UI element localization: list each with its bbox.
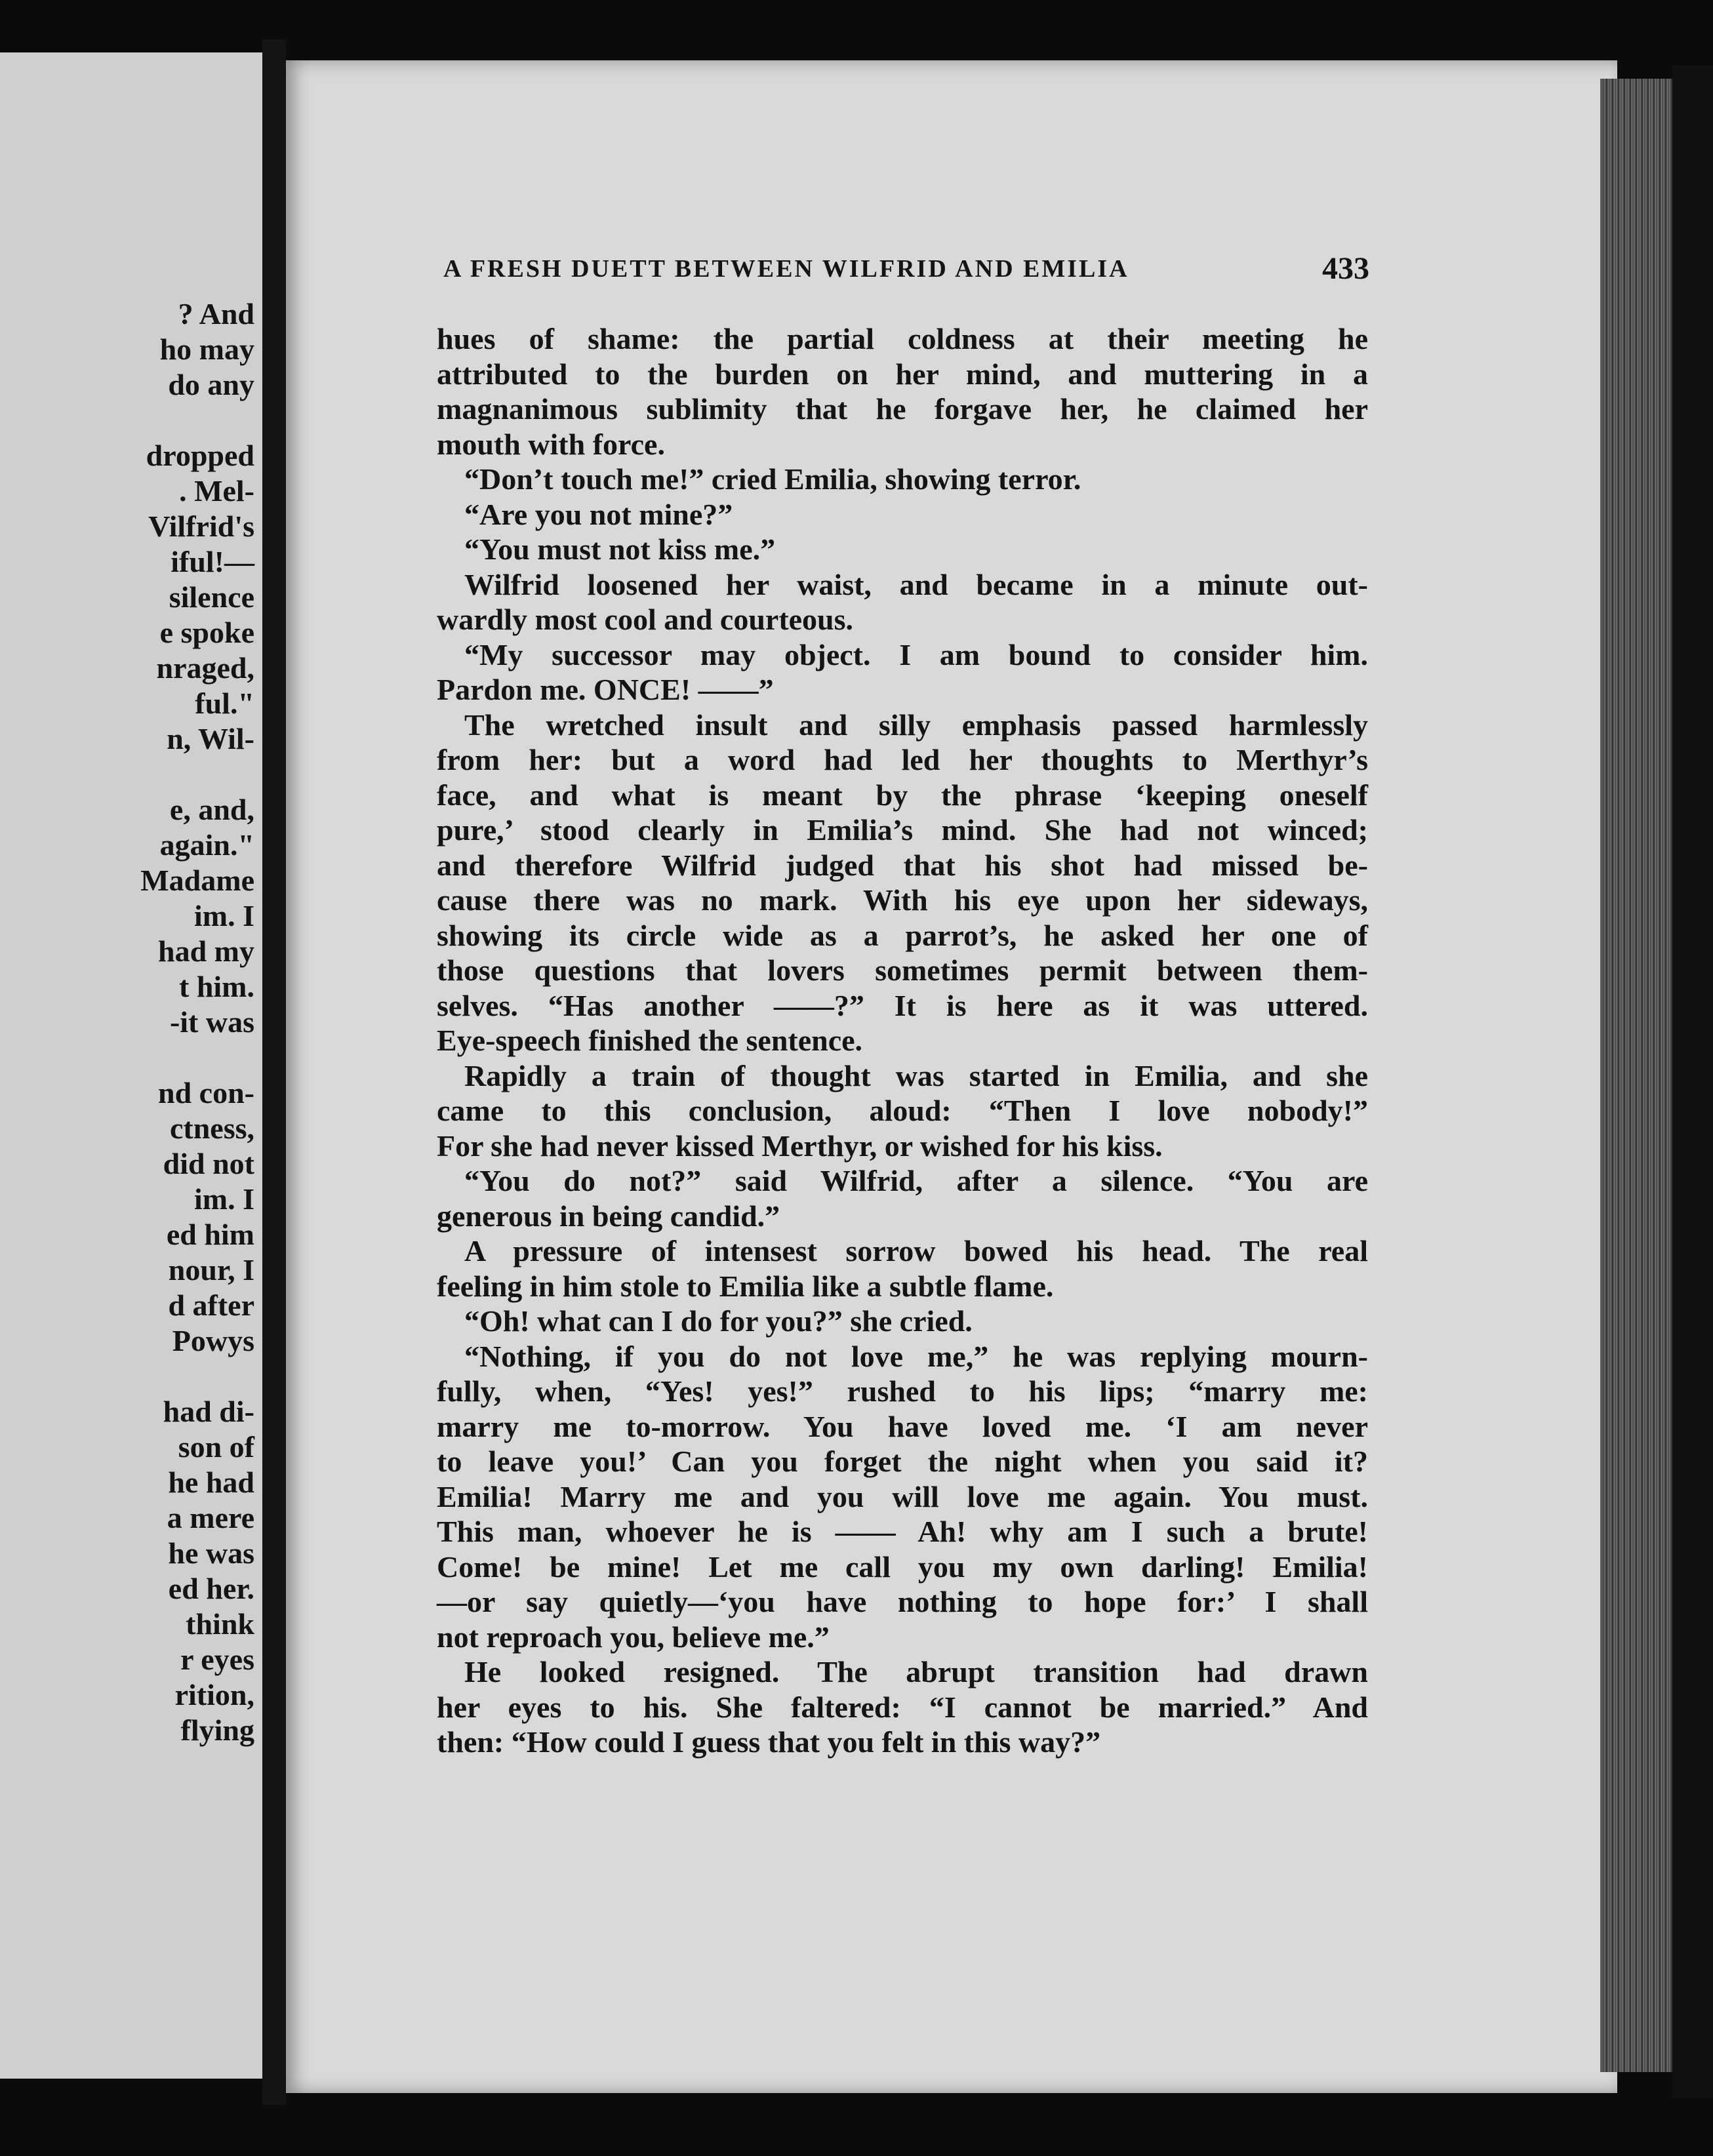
running-head (443, 251, 1369, 294)
left-page-line: d after (168, 1288, 254, 1322)
text-line: cause there was no mark. With his eye upon her sideways, (437, 883, 1368, 917)
page-edges (1600, 79, 1675, 2072)
text-line: He looked resigned. The abrupt transition had drawn (464, 1655, 1368, 1688)
left-page-line: he had (168, 1466, 254, 1499)
left-page-line: he was (168, 1536, 254, 1570)
text-line: feeling in him stole to Emilia like a subtle flame. (437, 1269, 1054, 1303)
text-line: pure,’ stood clearly in Emilia’s mind. She had not winced; (437, 813, 1368, 847)
left-page-line: flying (180, 1713, 254, 1747)
text-line: A pressure of intensest sorrow bowed his head. The real (464, 1234, 1368, 1268)
left-page-line: did not (163, 1147, 254, 1180)
text-line: Eye-speech finished the sentence. (437, 1024, 863, 1057)
text-line: hues of shame: the partial coldness at their meeting he (437, 322, 1368, 355)
text-line: Wilfrid loosened her waist, and became in a minute out- (464, 567, 1368, 601)
left-page-line: t him. (179, 970, 254, 1003)
left-page-line: r eyes (180, 1643, 254, 1676)
text-line: wardly most cool and courteous. (437, 603, 854, 636)
left-page-line: nour, I (168, 1253, 254, 1287)
left-page-line: do any (168, 368, 254, 401)
text-line: For she had never kissed Merthyr, or wished for his kiss. (437, 1128, 1163, 1163)
left-page-line: iful!— (171, 545, 254, 578)
text-line: “Don’t touch me!” cried Emilia, showing terror. (464, 462, 1081, 496)
left-page-line: n, Wil- (167, 722, 254, 755)
text-line: fully, when, “Yes! yes!” rushed to his lips; “marry me: (437, 1374, 1368, 1408)
page-number: 433 (1322, 251, 1369, 286)
left-page-line: son of (178, 1430, 254, 1464)
left-page-line: e, and, (169, 793, 254, 826)
text-line: marry me to-morrow. You have loved me. ‘I am never (437, 1409, 1368, 1443)
left-page-line: ho may (159, 332, 254, 366)
text-line: “Are you not mine?” (464, 497, 733, 531)
book-gutter (262, 39, 286, 2105)
left-page-line: Powys (172, 1324, 254, 1357)
text-line: Emilia! Marry me and you will love me again. You must. (437, 1479, 1368, 1513)
left-page-line: again." (159, 828, 254, 862)
text-line: The wretched insult and silly emphasis passed harmlessly (464, 708, 1368, 742)
left-page-line: im. I (194, 899, 254, 932)
text-line: This man, whoever he is —— Ah! why am I such a brute! (437, 1515, 1368, 1548)
text-line: not reproach you, believe me.” (437, 1620, 830, 1654)
text-line: generous in being candid.” (437, 1199, 780, 1233)
left-page-line: had my (158, 934, 254, 968)
text-line: face, and what is meant by the phrase ‘keeping oneself (437, 778, 1368, 812)
left-page-line: had di- (163, 1395, 254, 1428)
text-line: Come! be mine! Let me call you my own darling! Emilia! (437, 1549, 1368, 1584)
left-page-line: nd con- (158, 1076, 254, 1109)
text-line: her eyes to his. She faltered: “I cannot be married.” And (437, 1690, 1368, 1724)
text-line: —or say quietly—‘you have nothing to hope for:’ I shall (437, 1585, 1368, 1618)
text-line: “My successor may object. I am bound to consider him. (464, 637, 1368, 671)
left-page-line: think (186, 1607, 254, 1641)
left-page-line: . Mel- (179, 474, 254, 508)
left-page-line (0, 1040, 254, 1075)
text-line: attributed to the burden on her mind, and muttering in a (437, 357, 1368, 391)
left-page-line: ctness, (169, 1111, 254, 1145)
text-line: from her: but a word had led her thoughts to Merthyr’s (437, 743, 1368, 776)
text-line: Rapidly a train of thought was started in Emilia, and she (464, 1058, 1368, 1092)
left-page-line: ? And (178, 297, 254, 330)
text-line: then: “How could I guess that you felt in this way?” (437, 1725, 1101, 1759)
left-page-line: Madame (140, 864, 254, 897)
text-line: “Oh! what can I do for you?” she cried. (464, 1304, 973, 1338)
left-page-line: ful." (195, 687, 254, 720)
left-page-line (0, 1359, 254, 1394)
text-line: magnanimous sublimity that he forgave her, he claimed her (437, 392, 1368, 426)
left-page-line: im. I (194, 1182, 254, 1216)
text-line: those questions that lovers sometimes permit between them- (437, 953, 1368, 987)
left-page-line: nraged, (156, 651, 254, 685)
left-page-line: ed her. (168, 1572, 254, 1605)
text-line: showing its circle wide as a parrot’s, he asked her one of (437, 918, 1368, 952)
text-line: to leave you!’ Can you forget the night when you said it? (437, 1445, 1368, 1478)
running-head-title: A FRESH DUETT BETWEEN WILFRID AND EMILIA (443, 255, 1129, 283)
left-page-line: e spoke (159, 616, 254, 649)
text-line: mouth with force. (437, 427, 665, 461)
left-page-line (0, 757, 254, 792)
left-page-line: ed him (166, 1218, 254, 1251)
book-edge-shadow (1672, 66, 1713, 2098)
text-line: Pardon me. ONCE! ——” (437, 673, 774, 706)
text-line: came to this conclusion, aloud: “Then I love nobody!” (437, 1094, 1368, 1127)
left-page-line: rition, (174, 1678, 254, 1711)
left-page-line: dropped (146, 439, 254, 472)
left-page-text-fragments (0, 296, 254, 1748)
left-page-line (0, 403, 254, 438)
left-page-line: a mere (167, 1501, 254, 1534)
page-body-text (437, 321, 1368, 1760)
text-line: “You must not kiss me.” (464, 532, 776, 566)
text-line: and therefore Wilfrid judged that his shot had missed be- (437, 848, 1368, 882)
text-line: “You do not?” said Wilfrid, after a silence. “You are (464, 1164, 1368, 1197)
left-page-line: silence (169, 580, 254, 614)
left-page-line: Vilfrid's (148, 509, 254, 543)
text-line: “Nothing, if you do not love me,” he was replying mourn- (464, 1339, 1368, 1373)
text-line: selves. “Has another ——?” It is here as it was uttered. (437, 988, 1368, 1022)
left-page-line: -it was (169, 1005, 254, 1039)
left-facing-page (0, 52, 266, 2079)
